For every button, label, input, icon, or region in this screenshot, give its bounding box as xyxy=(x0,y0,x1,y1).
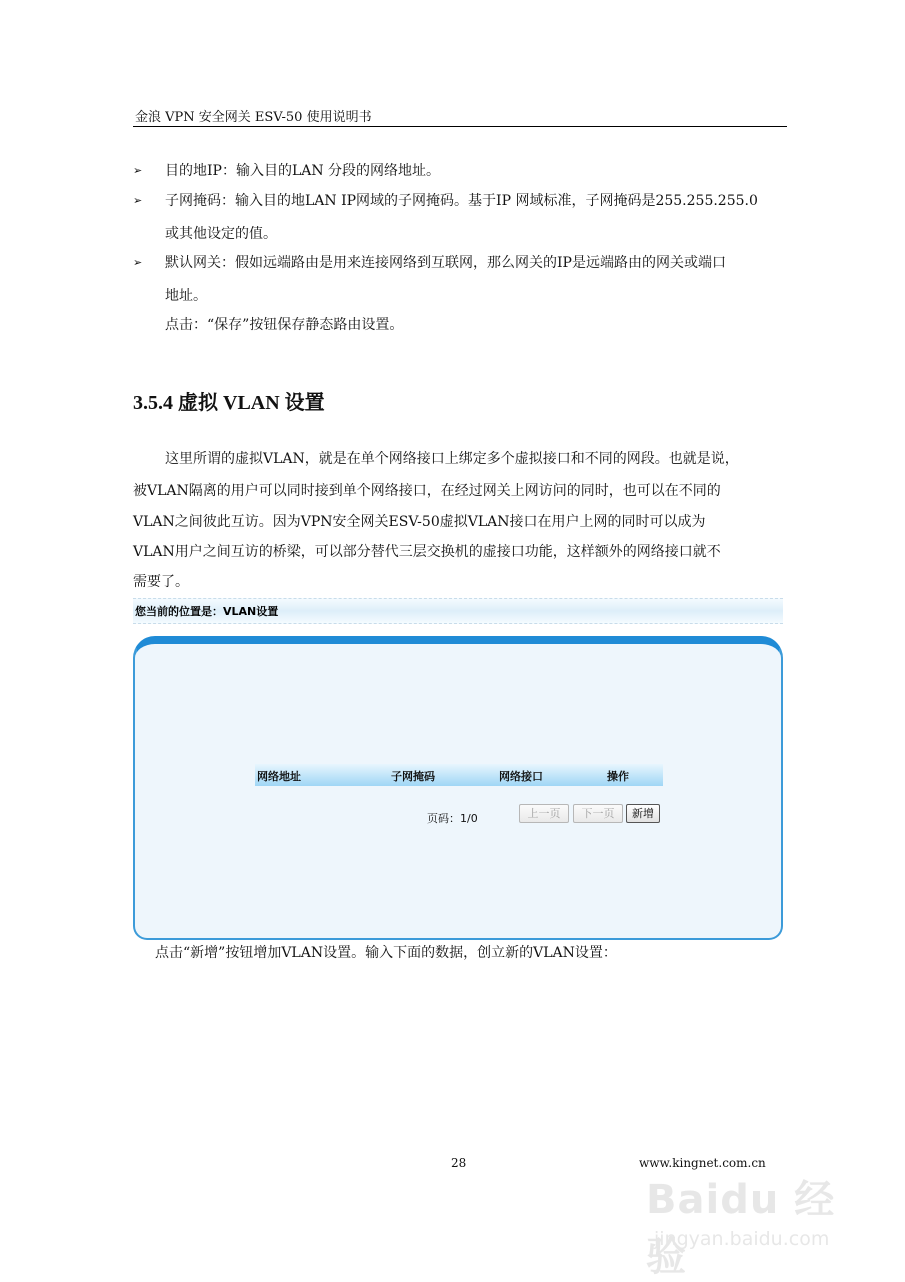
vlan-table-header xyxy=(255,764,663,786)
add-vlan-button[interactable]: 新增 xyxy=(626,804,660,823)
paragraph-line: VLAN之间彼此互访。因为VPN安全网关ESV-50虚拟VLAN接口在用户上网的同时可以成为 xyxy=(133,514,706,530)
arrow-bullet-icon: ➢ xyxy=(133,256,143,269)
arrow-bullet-icon: ➢ xyxy=(133,164,143,177)
vlan-panel xyxy=(133,636,783,940)
pager-text: 页码：1/0 xyxy=(427,812,478,825)
paragraph-line: 这里所谓的虚拟VLAN，就是在单个网络接口上绑定多个虚拟接口和不同的网段。也就是说， xyxy=(165,451,739,467)
watermark-url: jingyan.baidu.com xyxy=(654,1228,830,1250)
column-subnet-mask: 子网掩码 xyxy=(391,770,435,783)
prev-page-button[interactable]: 上一页 xyxy=(519,804,569,823)
breadcrumb-text: 您当前的位置是：VLAN设置 xyxy=(135,605,279,618)
header-title: 金浪 VPN 安全网关 ESV-50 使用说明书 xyxy=(135,110,372,125)
paragraph-line: 需要了。 xyxy=(133,574,189,590)
page-header xyxy=(133,104,787,127)
bullet-text: 目的地IP：输入目的LAN 分段的网络地址。 xyxy=(165,163,441,179)
watermark-brand: Baidu 经验 xyxy=(646,1177,836,1280)
column-interface: 网络接口 xyxy=(499,770,543,783)
add-instruction: 点击“新增”按钮增加VLAN设置。输入下面的数据，创立新的VLAN设置： xyxy=(155,945,617,961)
vlan-settings-screenshot xyxy=(133,598,783,936)
arrow-bullet-icon: ➢ xyxy=(133,194,143,207)
paragraph-line: VLAN用户之间互访的桥梁，可以部分替代三层交换机的虚接口功能，这样额外的网络接口就不 xyxy=(133,544,721,560)
footer-url: www.kingnet.com.cn xyxy=(639,1156,766,1170)
next-page-button[interactable]: 下一页 xyxy=(573,804,623,823)
breadcrumb xyxy=(133,598,783,624)
bullet-text: 默认网关：假如远端路由是用来连接网络到互联网，那么网关的IP是远端路由的网关或端口 xyxy=(165,255,726,271)
paragraph-line: 被VLAN隔离的用户可以同时接到单个网络接口，在经过网关上网访问的同时，也可以在不同的 xyxy=(133,483,721,499)
column-action: 操作 xyxy=(607,770,629,783)
page-number: 28 xyxy=(451,1156,467,1170)
bullet-continuation: 地址。 xyxy=(165,288,207,304)
click-save-instruction: 点击：“保存”按钮保存静态路由设置。 xyxy=(165,317,404,333)
bullet-text: 子网掩码：输入目的地LAN IP网域的子网掩码。基于IP 网域标准，子网掩码是255.255.255.0 xyxy=(165,193,758,209)
column-network-address: 网络地址 xyxy=(257,770,301,783)
baidu-watermark xyxy=(640,1148,870,1280)
section-title: 3.5.4 虚拟 VLAN 设置 xyxy=(133,392,325,414)
bullet-continuation: 或其他设定的值。 xyxy=(165,226,277,242)
